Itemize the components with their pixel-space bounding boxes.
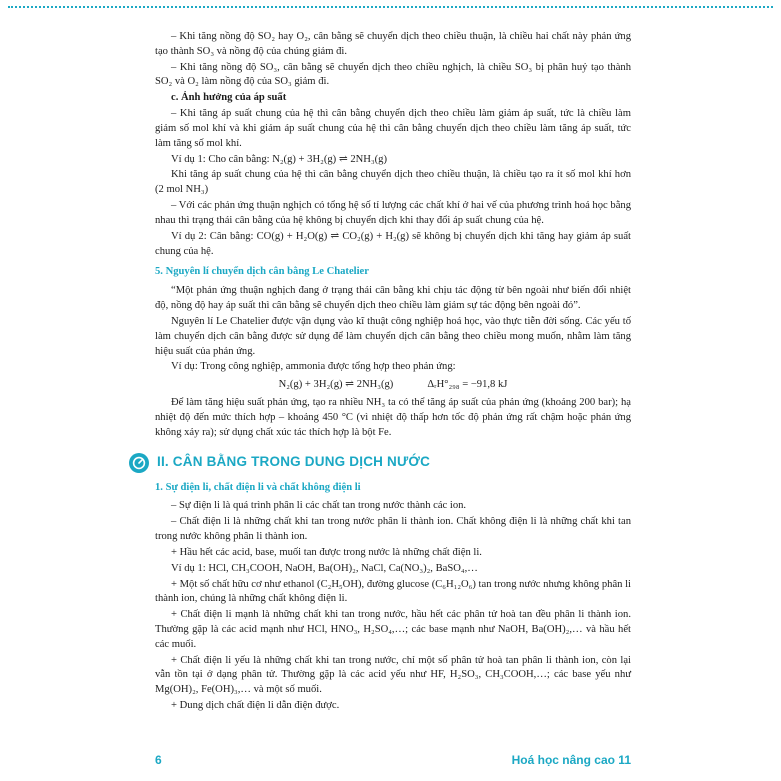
paragraph: Ví dụ 1: Cho cân bằng: N₂(g) + 3H₂(g) ⇌ 2NH₃(g) — [171, 153, 387, 165]
paragraph: + Một số chất hữu cơ như ethanol (C₂H₅OH), đường glucose (C₆H₁₂O₆) tan trong nước nhưng không phân li thành ion, chúng là những chất không điện li. — [155, 578, 631, 605]
section-heading — [129, 453, 631, 473]
page-number: 6 — [155, 753, 162, 767]
numbered-heading: 5. Nguyên lí chuyển dịch cân bằng Le Chatelier — [155, 266, 369, 278]
paragraph: Để làm tăng hiệu suất phản ứng, tạo ra nhiều NH₃ ta có thể tăng áp suất của phản ứng (khoảng 200 bar); hạ nhiệt độ đến mức thích hợp – khoảng 450 °C (vì nhiệt độ thấp hơn tốc độ phản ứng rất chậm hoặc phản ứng không xảy ra); sử dụng chất xúc tác thích hợp là bột Fe. — [155, 397, 631, 438]
paragraph: – Với các phản ứng thuận nghịch có tổng hệ số tỉ lượng các chất khí ở hai vế của phương trình hoá học bằng nhau thì trạng thái cân bằng của hệ không bị chuyển dịch khi thay đổi áp suất chung của hệ. — [155, 200, 631, 226]
paragraph: Ví dụ 2: Cân bằng: CO(g) + H₂O(g) ⇌ CO₂(g) + H₂(g) sẽ không bị chuyển dịch khi tăng hay giảm áp suất chung của hệ. — [155, 230, 631, 257]
paragraph: + Dung dịch chất điện li dẫn điện được. — [171, 700, 340, 712]
page-footer — [155, 753, 631, 767]
sub-heading: c. Ảnh hưởng của áp suất — [171, 92, 287, 104]
paragraph: Ví dụ 1: HCl, CH₃COOH, NaOH, Ba(OH)₂, NaCl, Ca(NO₃)₂, BaSO₄,… — [171, 562, 478, 574]
chemical-equation — [155, 378, 631, 393]
paragraph: Ví dụ: Trong công nghiệp, ammonia được tổng hợp theo phản ứng: — [171, 361, 456, 373]
paragraph: Nguyên lí Le Chatelier được vận dụng vào kĩ thuật công nghiệp hoá học, vào thực tiễn đời sống. Các yếu tố làm chuyển dịch cân bằng được sử dụng để làm chuyển dịch cân bằng theo chiều mong muốn, nhằm làm tăng hiệu suất của phản ứng. — [155, 315, 631, 357]
paragraph: – Khi tăng nồng độ SO₂ hay O₂, cân bằng sẽ chuyển dịch theo chiều thuận, là chiều hai chất này phản ứng tạo thành SO₃ và nồng độ của chúng giảm đi. — [155, 31, 631, 57]
decorative-dotted-border — [8, 6, 773, 8]
page-content — [155, 30, 631, 715]
book-title: Hoá học nâng cao 11 — [511, 753, 631, 767]
numbered-heading: 1. Sự điện li, chất điện li và chất không điện li — [155, 481, 361, 493]
paragraph: + Hầu hết các acid, base, muối tan được trong nước là những chất điện li. — [171, 546, 482, 558]
paragraph: – Sự điện li là quá trình phân li các chất tan trong nước thành các ion. — [171, 500, 467, 512]
paragraph: “Một phản ứng thuận nghịch đang ở trạng thái cân bằng khi chịu tác động từ bên ngoài như biến đổi nhiệt độ, nồng độ hay áp suất thì cân bằng sẽ chuyển dịch theo chiều làm giảm sự tác động bên ngoài đó”. — [155, 285, 631, 312]
paragraph: + Chất điện li mạnh là những chất khi tan trong nước, hầu hết các phân tử hoà tan đều phân li thành ion. Thường gặp là các acid mạnh như HCl, HNO₃, H₂SO₄,…; các base mạnh như NaOH, Ba(OH)₂,… và hầu hết các muối. — [155, 609, 631, 650]
equation-formula: N₂(g) + 3H₂(g) ⇌ 2NH₃(g) — [278, 379, 394, 391]
paragraph: – Khi tăng áp suất chung của hệ thì cân bằng chuyển dịch theo chiều làm giảm áp suất, tức là chiều làm giảm số mol khí và khi giảm áp suất chung của hệ thì cân bằng chuyển dịch theo chiều làm tăng áp suất, tức làm tăng số mol khí. — [155, 108, 631, 149]
paragraph: Khi tăng áp suất chung của hệ thì cân bằng chuyển dịch theo chiều thuận, là chiều tạo ra ít số mol khí hơn (2 mol NH₃) — [155, 169, 631, 196]
paragraph: – Chất điện li là những chất khi tan trong nước phân li thành ion. Chất không điện li là những chất khi tan trong nước không phân li thành ion. — [155, 516, 631, 543]
paragraph: + Chất điện li yếu là những chất khi tan trong nước, chỉ một số phân tử hoà tan phân li thành ion, còn lại vẫn tồn tại ở dạng phân tử. Thường gặp là các acid yếu như HF, H₂SO₃, CH₃COOH,…; các base yếu như Mg(OH)₂, Fe(OH)₃,… và một số muối. — [155, 654, 631, 696]
section-heading-label: II. CÂN BẰNG TRONG DUNG DỊCH NƯỚC — [157, 454, 431, 470]
equation-enthalpy: ΔᵣH°₂₉₈ = −91,8 kJ — [427, 379, 508, 391]
paragraph: – Khi tăng nồng độ SO₃, cân bằng sẽ chuyển dịch theo chiều nghịch, là chiều SO₃ bị phân huỷ tạo thành SO₂ và O₂ làm nồng độ của SO₃ giảm đi. — [155, 61, 631, 88]
gauge-circle-icon — [129, 453, 149, 473]
